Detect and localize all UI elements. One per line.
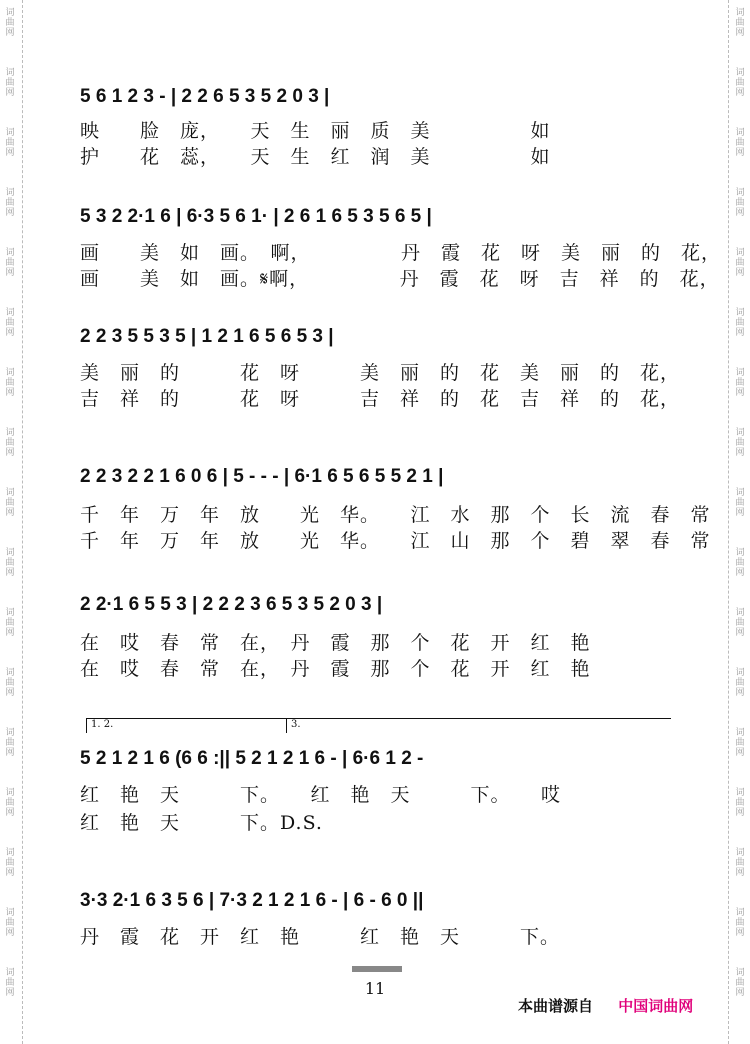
edge-watermark: 词 曲 网 <box>5 848 15 878</box>
edge-watermark: 词 曲 网 <box>735 788 745 818</box>
source-label: 本曲谱源自 <box>518 997 594 1015</box>
edge-watermark: 词 曲 网 <box>5 548 15 578</box>
lyric-verse-2: 护 花 蕊， 天 生 红 润 美 如 <box>80 146 551 168</box>
edge-watermark: 词 曲 网 <box>5 68 15 98</box>
lyric-verse-2: 千 年 万 年 放 光 华。 江 山 那 个 碧 翠 春 常 <box>80 530 711 552</box>
edge-watermark: 词 曲 网 <box>5 128 15 158</box>
edge-watermark: 词 曲 网 <box>5 428 15 458</box>
edge-watermark: 词 曲 网 <box>5 668 15 698</box>
edge-watermark: 词 曲 网 <box>5 788 15 818</box>
score-system-6 <box>70 718 680 834</box>
edge-watermark: 词 曲 网 <box>735 668 745 698</box>
lyric-verse-1: 美 丽 的 花 呀 美 丽 的 花 美 丽 的 花， <box>80 362 681 384</box>
lyric-verse-1: 丹 霞 花 开 红 艳 红 艳 天 下。 <box>80 926 561 948</box>
lyric-verse-1: 映 脸 庞， 天 生 丽 质 美 如 <box>80 120 551 142</box>
score-system-2 <box>70 198 722 290</box>
notation-line: 5 3 2 2·1 6 | 6·3 5 6 1· | 2 6 1 6 5 3 5 6 5 | <box>80 206 432 227</box>
edge-watermark: 词 曲 网 <box>735 428 745 458</box>
source-site-link[interactable]: 中国词曲网 <box>618 997 694 1015</box>
edge-watermark: 词 曲 网 <box>735 368 745 398</box>
first-ending-bracket: 1. 2. <box>86 718 287 733</box>
edge-watermark: 词 曲 网 <box>5 968 15 998</box>
edge-watermark: 词 曲 网 <box>735 908 745 938</box>
edge-watermark: 词 曲 网 <box>5 308 15 338</box>
edge-watermark: 词 曲 网 <box>735 968 745 998</box>
notation-line: 2 2·1 6 5 5 3 | 2 2 2 3 6 5 3 5 2 0 3 | <box>80 594 383 615</box>
notation-line: 2 2 3 5 5 3 5 | 1 2 1 6 5 6 5 3 | <box>80 326 334 347</box>
edge-watermark: 词 曲 网 <box>5 368 15 398</box>
edge-watermark: 词 曲 网 <box>735 608 745 638</box>
lyric-verse-1: 在 哎 春 常 在， 丹 霞 那 个 花 开 红 艳 <box>80 632 591 654</box>
score-system-7 <box>70 882 680 952</box>
edge-watermark: 词 曲 网 <box>735 68 745 98</box>
notation-line: 5 6 1 2 3 - | 2 2 6 5 3 5 2 0 3 | <box>80 86 330 107</box>
score-system-5 <box>70 586 680 680</box>
edge-watermark: 词 曲 网 <box>5 728 15 758</box>
edge-watermark: 词 曲 网 <box>5 608 15 638</box>
third-ending-bracket: 3. <box>286 718 671 733</box>
edge-watermark: 词 曲 网 <box>735 248 745 278</box>
edge-watermark: 词 曲 网 <box>735 548 745 578</box>
source-credit <box>518 995 693 1016</box>
edge-watermark: 词 曲 网 <box>5 8 15 38</box>
score-system-3 <box>70 318 680 408</box>
edge-watermark: 词 曲 网 <box>735 308 745 338</box>
lyric-verse-2: 画 美 如 画。𝄋啊， 丹 霞 花 呀 吉 祥 的 花， <box>80 268 720 290</box>
notation-line: 5 2 1 2 1 6 (6 6 :|| 5 2 1 2 1 6 - | 6·6 1 2 - <box>80 748 424 769</box>
edge-watermark: 词 曲 网 <box>5 908 15 938</box>
edge-watermark: 词 曲 网 <box>5 488 15 518</box>
score-system-4 <box>70 458 711 552</box>
lyric-verse-2: 在 哎 春 常 在， 丹 霞 那 个 花 开 红 艳 <box>80 658 591 680</box>
edge-watermark: 词 曲 网 <box>735 488 745 518</box>
edge-watermark: 词 曲 网 <box>735 728 745 758</box>
edge-watermark: 词 曲 网 <box>735 8 745 38</box>
lyric-verse-2: 红 艳 天 下。D.S. <box>80 812 323 834</box>
notation-line: 2 2 3 2 2 1 6 0 6 | 5 - - - | 6·1 6 5 6 5 5 2 1 | <box>80 466 444 487</box>
page-number: 11 <box>364 979 386 998</box>
lyric-verse-1: 红 艳 天 下。 红 艳 天 下。 哎 <box>80 784 562 806</box>
lyric-verse-2: 吉 祥 的 花 呀 吉 祥 的 花 吉 祥 的 花， <box>80 388 681 410</box>
page-footer-ornament <box>352 966 402 972</box>
edge-watermark: 词 曲 网 <box>735 848 745 878</box>
score-system-1 <box>70 78 680 168</box>
lyric-verse-1: 画 美 如 画。 啊， 丹 霞 花 呀 美 丽 的 花， <box>80 242 722 264</box>
lyric-verse-1: 千 年 万 年 放 光 华。 江 水 那 个 长 流 春 常 <box>80 504 711 526</box>
notation-line: 3·3 2·1 6 3 5 6 | 7·3 2 1 2 1 6 - | 6 - 6 0 || <box>80 890 424 911</box>
edge-watermark: 词 曲 网 <box>735 128 745 158</box>
edge-watermark: 词 曲 网 <box>735 188 745 218</box>
edge-watermark: 词 曲 网 <box>5 188 15 218</box>
edge-watermark: 词 曲 网 <box>5 248 15 278</box>
